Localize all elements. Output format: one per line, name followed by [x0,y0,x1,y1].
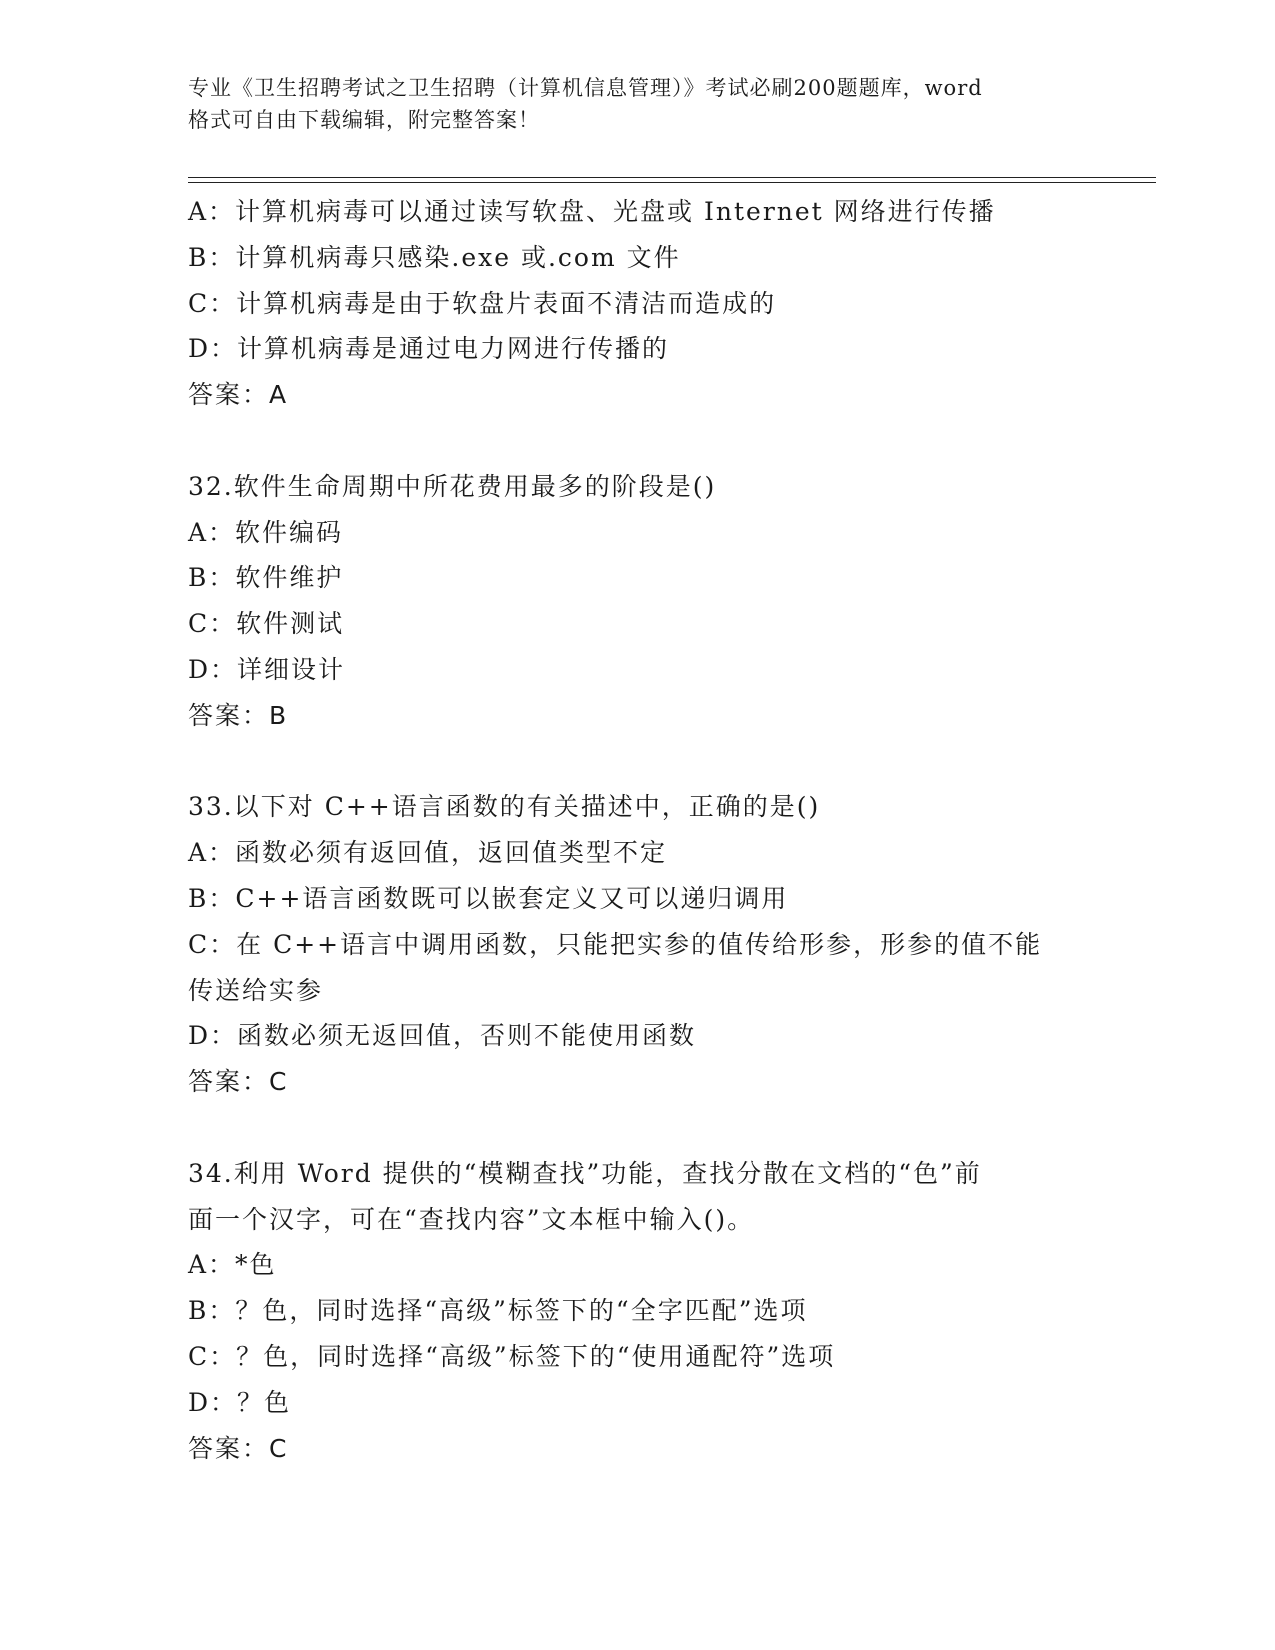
option-c: C：计算机病毒是由于软盘片表面不清洁而造成的 [188,288,777,318]
option-a: A：*色 [188,1250,277,1280]
spacer [188,739,1088,785]
spacer [188,418,1088,464]
header-divider-thin [188,182,1156,183]
document-header [188,72,1088,136]
option-d: D：？色 [188,1387,292,1417]
question-stem-continued: 面一个汉字，可在“查找内容”文本框中输入()。 [188,1204,755,1234]
option-c: C：在 C++语言中调用函数，只能把实参的值传给形参，形参的值不能 [188,929,1043,959]
option-a: A：软件编码 [188,517,344,547]
option-c-continued: 传送给实参 [188,975,324,1005]
question-stem: 34.利用 Word 提供的“模糊查找”功能，查找分散在文档的“色”前 [188,1158,982,1188]
header-line-1: 专业《卫生招聘考试之卫生招聘（计算机信息管理）》考试必刷200题题库，word [188,76,983,100]
question-stem: 33.以下对 C++语言函数的有关描述中，正确的是() [188,792,821,822]
answer: 答案：A [188,380,289,410]
option-d: D：详细设计 [188,654,346,684]
question-31 [188,189,1088,418]
option-c: C：软件测试 [188,609,345,639]
question-34 [188,1151,1088,1472]
option-a: A：函数必须有返回值，返回值类型不定 [188,838,668,868]
option-d: D：计算机病毒是通过电力网进行传播的 [188,334,670,364]
option-a: A：计算机病毒可以通过读写软盘、光盘或 Internet 网络进行传播 [188,197,996,226]
option-d: D：函数必须无返回值，否则不能使用函数 [188,1021,697,1051]
header-divider-thick [188,177,1156,178]
answer: 答案：C [188,1433,289,1463]
question-33 [188,784,1088,1105]
question-list [188,189,1088,1471]
answer: 答案：C [188,1067,289,1097]
question-32 [188,464,1088,739]
header-line-2: 格式可自由下载编辑，附完整答案！ [188,108,540,132]
option-b: B：？色，同时选择“高级”标签下的“全字匹配”选项 [188,1296,808,1326]
answer: 答案：B [188,700,289,730]
question-stem: 32.软件生命周期中所花费用最多的阶段是() [188,471,717,501]
option-b: B：C++语言函数既可以嵌套定义又可以递归调用 [188,883,789,913]
option-b: B：软件维护 [188,563,344,593]
spacer [188,1105,1088,1151]
option-b: B：计算机病毒只感染.exe 或.com 文件 [188,242,681,272]
option-c: C：？色，同时选择“高级”标签下的“使用通配符”选项 [188,1341,836,1371]
